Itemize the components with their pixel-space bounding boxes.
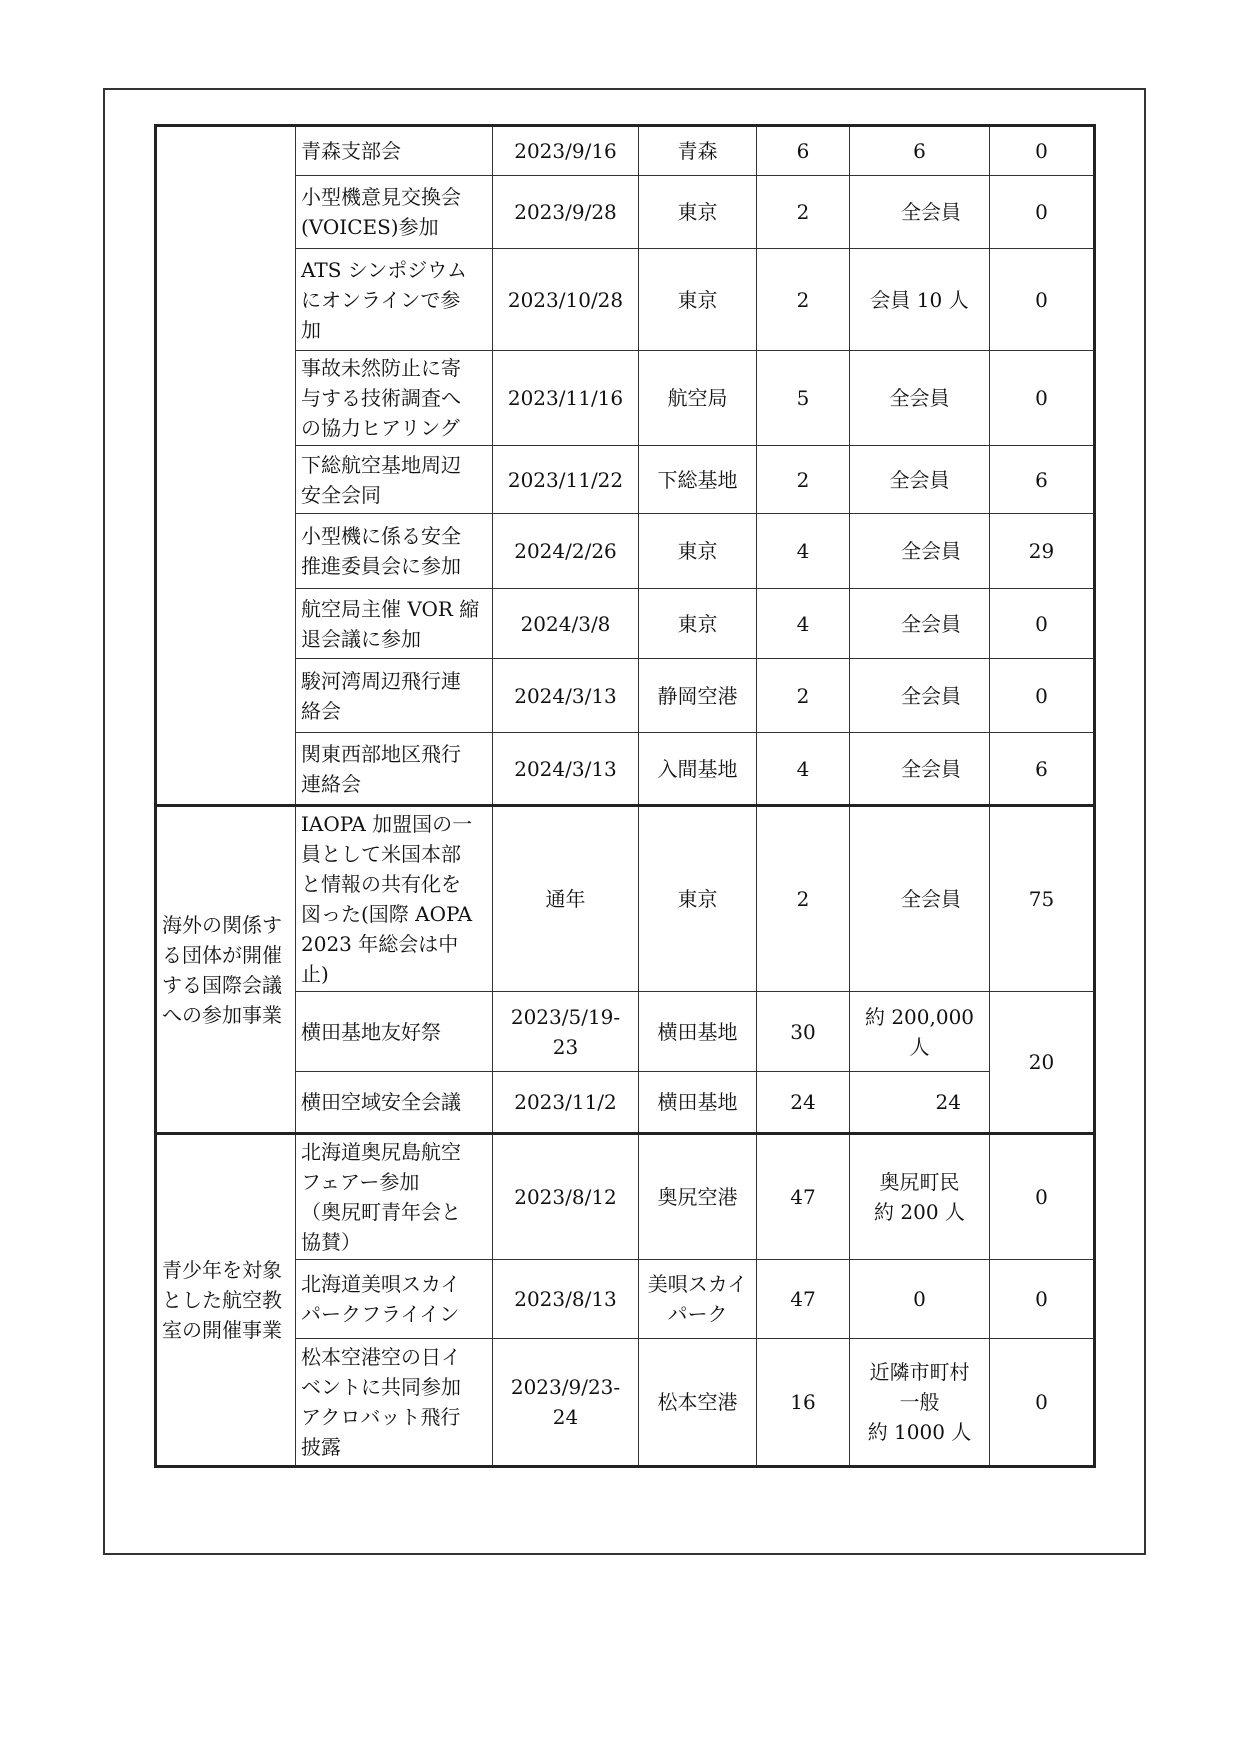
place-cell: 航空局 xyxy=(639,351,757,446)
table-row xyxy=(156,249,1095,351)
place-cell: 東京 xyxy=(639,806,757,992)
activity-records-table xyxy=(154,124,1096,1468)
participants-cell: 2 xyxy=(757,446,850,514)
place-cell: 東京 xyxy=(639,176,757,249)
result-cell: 75 xyxy=(990,806,1095,992)
target-cell: 24 xyxy=(850,1072,990,1134)
result-cell: 0 xyxy=(990,126,1095,176)
place-cell: 松本空港 xyxy=(639,1339,757,1467)
result-cell: 0 xyxy=(990,1134,1095,1260)
result-cell: 0 xyxy=(990,589,1095,659)
date-cell: 2023/9/28 xyxy=(493,176,639,249)
date-cell: 2023/11/16 xyxy=(493,351,639,446)
target-cell: 0 xyxy=(850,1260,990,1339)
target-cell: 全会員 xyxy=(850,351,990,446)
result-cell: 29 xyxy=(990,514,1095,589)
table-row xyxy=(156,351,1095,446)
target-cell: 近隣市町村 一般 約 1000 人 xyxy=(850,1339,990,1467)
date-cell: 2024/3/13 xyxy=(493,733,639,806)
activity-name-cell: ATS シンポジウム にオンラインで参 加 xyxy=(296,249,493,351)
result-cell: 0 xyxy=(990,659,1095,733)
participants-cell: 47 xyxy=(757,1260,850,1339)
place-cell: 東京 xyxy=(639,249,757,351)
activity-name-cell: 駿河湾周辺飛行連 絡会 xyxy=(296,659,493,733)
participants-cell: 2 xyxy=(757,176,850,249)
activity-name-cell: IAOPA 加盟国の一 員として米国本部 と情報の共有化を 図った(国際 AOPA 2023 年総会は中 止) xyxy=(296,806,493,992)
result-cell: 20 xyxy=(990,992,1095,1134)
category-cell: 海外の関係す る団体が開催 する国際会議 への参加事業 xyxy=(156,806,296,1134)
target-cell: 全会員 xyxy=(850,446,990,514)
target-cell: 全会員 xyxy=(850,514,990,589)
participants-cell: 2 xyxy=(757,659,850,733)
category-cell xyxy=(156,126,296,806)
date-cell: 通年 xyxy=(493,806,639,992)
target-cell: 約 200,000 人 xyxy=(850,992,990,1072)
place-cell: 青森 xyxy=(639,126,757,176)
table-row xyxy=(156,1260,1095,1339)
activity-name-cell: 事故未然防止に寄 与する技術調査へ の協力ヒアリング xyxy=(296,351,493,446)
table-row xyxy=(156,806,1095,992)
result-cell: 0 xyxy=(990,351,1095,446)
participants-cell: 4 xyxy=(757,589,850,659)
table-row xyxy=(156,659,1095,733)
table-row xyxy=(156,176,1095,249)
participants-cell: 4 xyxy=(757,733,850,806)
table-row xyxy=(156,514,1095,589)
table-row xyxy=(156,589,1095,659)
date-cell: 2023/5/19- 23 xyxy=(493,992,639,1072)
target-cell: 6 xyxy=(850,126,990,176)
activity-name-cell: 小型機に係る安全 推進委員会に参加 xyxy=(296,514,493,589)
date-cell: 2024/3/8 xyxy=(493,589,639,659)
table-row xyxy=(156,992,1095,1072)
participants-cell: 16 xyxy=(757,1339,850,1467)
date-cell: 2023/8/13 xyxy=(493,1260,639,1339)
target-cell: 全会員 xyxy=(850,733,990,806)
date-cell: 2024/3/13 xyxy=(493,659,639,733)
target-cell: 全会員 xyxy=(850,659,990,733)
participants-cell: 5 xyxy=(757,351,850,446)
target-cell: 全会員 xyxy=(850,176,990,249)
result-cell: 0 xyxy=(990,249,1095,351)
place-cell: 横田基地 xyxy=(639,1072,757,1134)
participants-cell: 2 xyxy=(757,249,850,351)
result-cell: 0 xyxy=(990,1260,1095,1339)
participants-cell: 6 xyxy=(757,126,850,176)
place-cell: 下総基地 xyxy=(639,446,757,514)
activity-name-cell: 青森支部会 xyxy=(296,126,493,176)
place-cell: 入間基地 xyxy=(639,733,757,806)
place-cell: 静岡空港 xyxy=(639,659,757,733)
date-cell: 2023/10/28 xyxy=(493,249,639,351)
date-cell: 2023/8/12 xyxy=(493,1134,639,1260)
date-cell: 2023/11/2 xyxy=(493,1072,639,1134)
result-cell: 0 xyxy=(990,1339,1095,1467)
target-cell: 全会員 xyxy=(850,806,990,992)
result-cell: 6 xyxy=(990,446,1095,514)
target-cell: 会員 10 人 xyxy=(850,249,990,351)
activity-name-cell: 下総航空基地周辺 安全会同 xyxy=(296,446,493,514)
activity-name-cell: 横田空域安全会議 xyxy=(296,1072,493,1134)
place-cell: 東京 xyxy=(639,514,757,589)
date-cell: 2024/2/26 xyxy=(493,514,639,589)
activity-name-cell: 北海道奥尻島航空 フェアー参加 （奥尻町青年会と 協賛） xyxy=(296,1134,493,1260)
table-row xyxy=(156,1134,1095,1260)
table-row xyxy=(156,733,1095,806)
target-cell: 全会員 xyxy=(850,589,990,659)
table-row xyxy=(156,1339,1095,1467)
participants-cell: 4 xyxy=(757,514,850,589)
place-cell: 美唄スカイ パーク xyxy=(639,1260,757,1339)
activity-name-cell: 小型機意見交換会 (VOICES)参加 xyxy=(296,176,493,249)
participants-cell: 30 xyxy=(757,992,850,1072)
participants-cell: 47 xyxy=(757,1134,850,1260)
activity-name-cell: 松本空港空の日イ ベントに共同参加 アクロバット飛行 披露 xyxy=(296,1339,493,1467)
activity-name-cell: 関東西部地区飛行 連絡会 xyxy=(296,733,493,806)
place-cell: 東京 xyxy=(639,589,757,659)
date-cell: 2023/9/23- 24 xyxy=(493,1339,639,1467)
participants-cell: 24 xyxy=(757,1072,850,1134)
result-cell: 0 xyxy=(990,176,1095,249)
target-cell: 奥尻町民 約 200 人 xyxy=(850,1134,990,1260)
place-cell: 奥尻空港 xyxy=(639,1134,757,1260)
participants-cell: 2 xyxy=(757,806,850,992)
place-cell: 横田基地 xyxy=(639,992,757,1072)
table-row xyxy=(156,126,1095,176)
date-cell: 2023/9/16 xyxy=(493,126,639,176)
activity-name-cell: 横田基地友好祭 xyxy=(296,992,493,1072)
date-cell: 2023/11/22 xyxy=(493,446,639,514)
category-cell: 青少年を対象 とした航空教 室の開催事業 xyxy=(156,1134,296,1467)
activity-name-cell: 航空局主催 VOR 縮 退会議に参加 xyxy=(296,589,493,659)
result-cell: 6 xyxy=(990,733,1095,806)
activity-records-body xyxy=(156,126,1095,1467)
activity-name-cell: 北海道美唄スカイ パークフライイン xyxy=(296,1260,493,1339)
table-row xyxy=(156,1072,1095,1134)
table-row xyxy=(156,446,1095,514)
